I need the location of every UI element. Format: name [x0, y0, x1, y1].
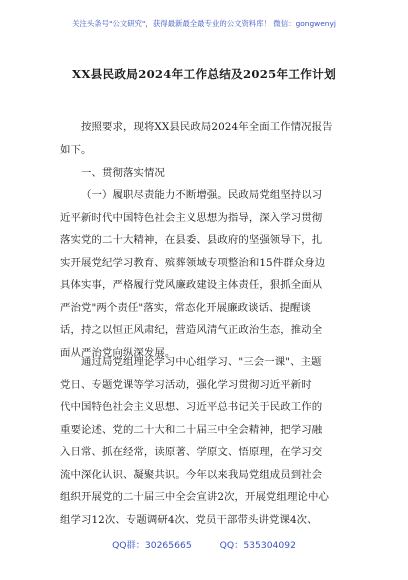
footer-qq-group: QQ群：30265665 [112, 540, 192, 551]
paragraph-line: 严治党"两个责任"落实，常态化开展廉政谈话、提醒谈 [60, 301, 312, 314]
intro-line: 按照要求，现将XX县民政局2024年全面工作情况报告 [81, 121, 333, 133]
paragraph-line: 流中深化认识、凝聚共识。今年以来我局党组成员到社会 [60, 468, 323, 481]
paragraph-line: 组学习12次、专题调研4次、党员干部带头讲党课4次、 [60, 513, 318, 526]
paragraph-line: （一）履职尽责能力不断增强。民政局党组坚持以习 [81, 189, 323, 201]
paragraph-line: 具体实事，严格履行党风廉政建设主体责任，狠抓全面从 [60, 279, 323, 291]
paragraph-1 [60, 184, 360, 364]
footer-qq: QQ：535304092 [219, 540, 296, 551]
paragraph-line: 入日常、抓在经常，读原著、学原文、悟原理，在学习交 [60, 446, 323, 458]
paragraph-line: 重要论述、党的二十大和二十届三中全会精神，把学习融 [60, 423, 323, 436]
section-heading [60, 162, 360, 185]
paragraph-2 [60, 351, 360, 531]
header-banner: 关注头条号"公文研究"，获得最新最全最专业的公文资料库！ 微信：gongwenyj [72, 19, 336, 28]
paragraph-line: 近平新时代中国特色社会主义思想为指导，深入学习贯彻 [60, 211, 323, 224]
paragraph-line: 话，持之以恒正风肃纪，营造风清气正政治生态，推动全 [60, 324, 323, 336]
paragraph-line: 代中国特色社会主义思想、习近平总书记关于民政工作的 [60, 401, 323, 413]
paragraph-line: 组织开展党的二十届三中全会宣讲2次，开展党组理论中心 [60, 491, 329, 503]
intro-line: 如下。 [60, 143, 92, 156]
paragraph-line: 面从严治党向纵深发展。 [60, 346, 176, 359]
paragraph-line: 通过局党组理论学习中心组学习、"三会一课"、主题 [81, 356, 322, 368]
intro-paragraph [60, 116, 360, 161]
paragraph-line: 实开展党纪学习教育、殡葬领域专项整治和15件群众身边 [60, 256, 326, 269]
document-title: XX县民政局2024年工作总结及2025年工作计划 [72, 67, 336, 81]
footer-contact [0, 537, 408, 551]
section-heading-text: 一、贯彻落实情况 [81, 167, 165, 179]
paragraph-line: 落实党的二十大精神，在县委、县政府的坚强领导下，扎 [60, 234, 323, 246]
paragraph-line: 党日、专题党课等学习活动，强化学习贯彻习近平新时 [60, 378, 312, 391]
